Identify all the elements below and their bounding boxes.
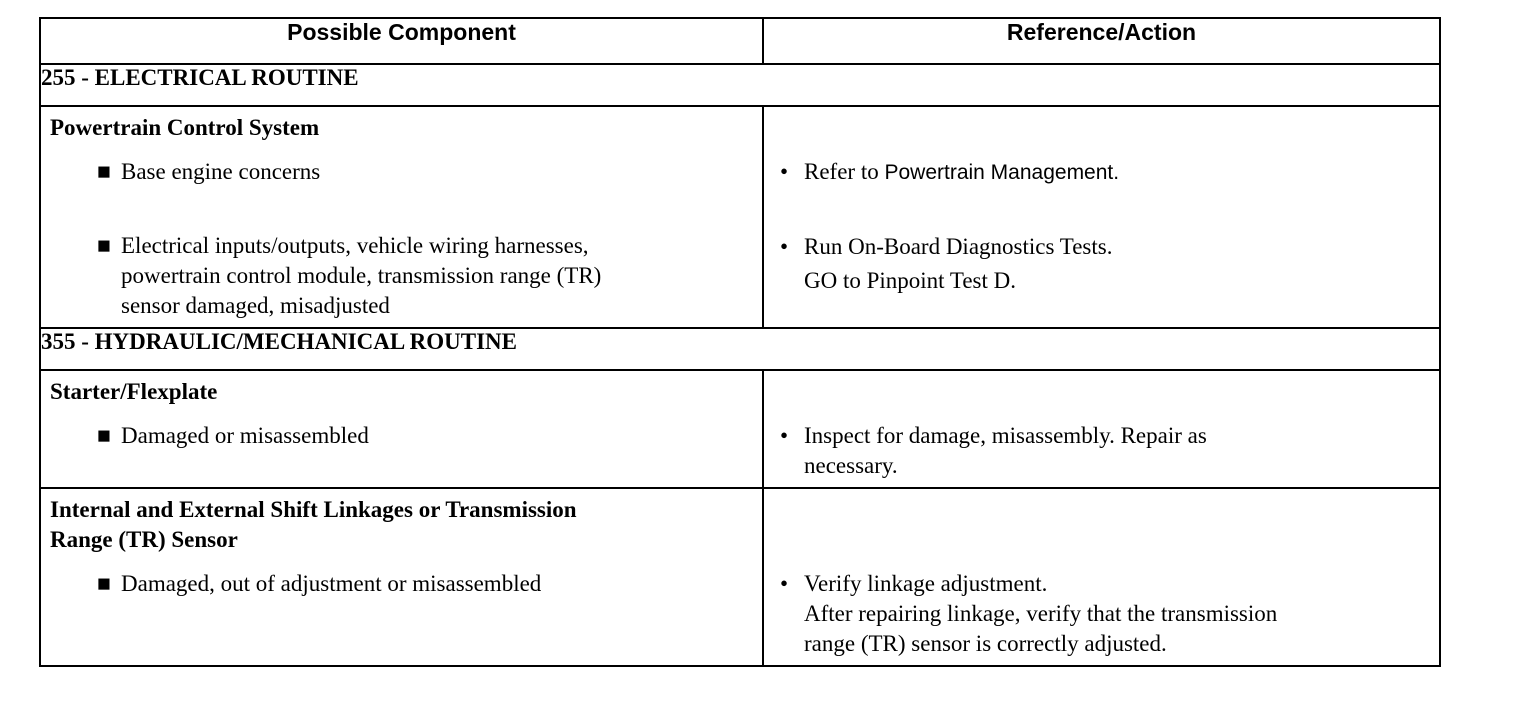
component-title-line: Internal and External Shift Linkages or Transmission [50,497,577,522]
component-title-line: Range (TR) Sensor [50,527,238,552]
action-text: Verify linkage adjustment. [804,571,1048,596]
action-item [764,232,1439,296]
reference-link[interactable]: Powertrain Management. [884,161,1120,184]
section-row [40,328,1440,370]
round-bullet-icon: • [780,571,789,596]
action-text: range (TR) sensor is correctly adjusted. [804,631,1167,656]
action-text: necessary. [804,453,898,478]
action-cell [763,370,1440,488]
component-cell [40,488,763,666]
square-bullet-icon: ■ [97,233,111,258]
table-row-linkage [40,488,1440,666]
component-item-text: Damaged or misassembled [121,423,369,448]
diagnostic-table [39,17,1441,667]
component-cell [40,106,763,328]
action-text: Refer to [804,159,885,184]
square-bullet-icon: ■ [97,159,111,184]
round-bullet-icon: • [780,159,789,184]
component-item [41,157,762,187]
component-item-text: powertrain control module, transmission range (TR) [121,263,602,288]
section-electrical-routine: 255 - ELECTRICAL ROUTINE [40,64,1440,106]
square-bullet-icon: ■ [97,571,111,596]
component-title: Powertrain Control System [50,115,320,140]
round-bullet-icon: • [780,234,789,259]
action-text: Inspect for damage, misassembly. Repair as [804,423,1207,448]
component-item-text: Damaged, out of adjustment or misassembled [121,571,542,596]
component-item-text: sensor damaged, misadjusted [121,293,390,318]
table-row-starter [40,370,1440,488]
table-row-powertrain [40,106,1440,328]
header-reference-action: Reference/Action [763,18,1440,64]
action-text: Run On-Board Diagnostics Tests. [804,234,1113,259]
component-item [41,231,762,321]
component-cell [40,370,763,488]
header-possible-component: Possible Component [40,18,763,64]
round-bullet-icon: • [780,423,789,448]
action-text: GO to Pinpoint Test D. [804,268,1017,293]
square-bullet-icon: ■ [97,423,111,448]
component-item [41,421,762,451]
component-title [41,489,762,555]
action-item [764,157,1439,188]
component-item-text: Base engine concerns [121,159,321,184]
action-item [764,569,1439,659]
section-row [40,64,1440,106]
action-text: After repairing linkage, verify that the transmission [804,601,1278,626]
action-cell [763,106,1440,328]
action-item [764,421,1439,481]
header-row [40,18,1440,64]
component-item [41,569,762,599]
action-cell [763,488,1440,666]
section-hydraulic-mechanical-routine: 355 - HYDRAULIC/MECHANICAL ROUTINE [40,328,1440,370]
component-item-text: Electrical inputs/outputs, vehicle wiring harnesses, [121,233,589,258]
component-title: Starter/Flexplate [50,379,218,404]
